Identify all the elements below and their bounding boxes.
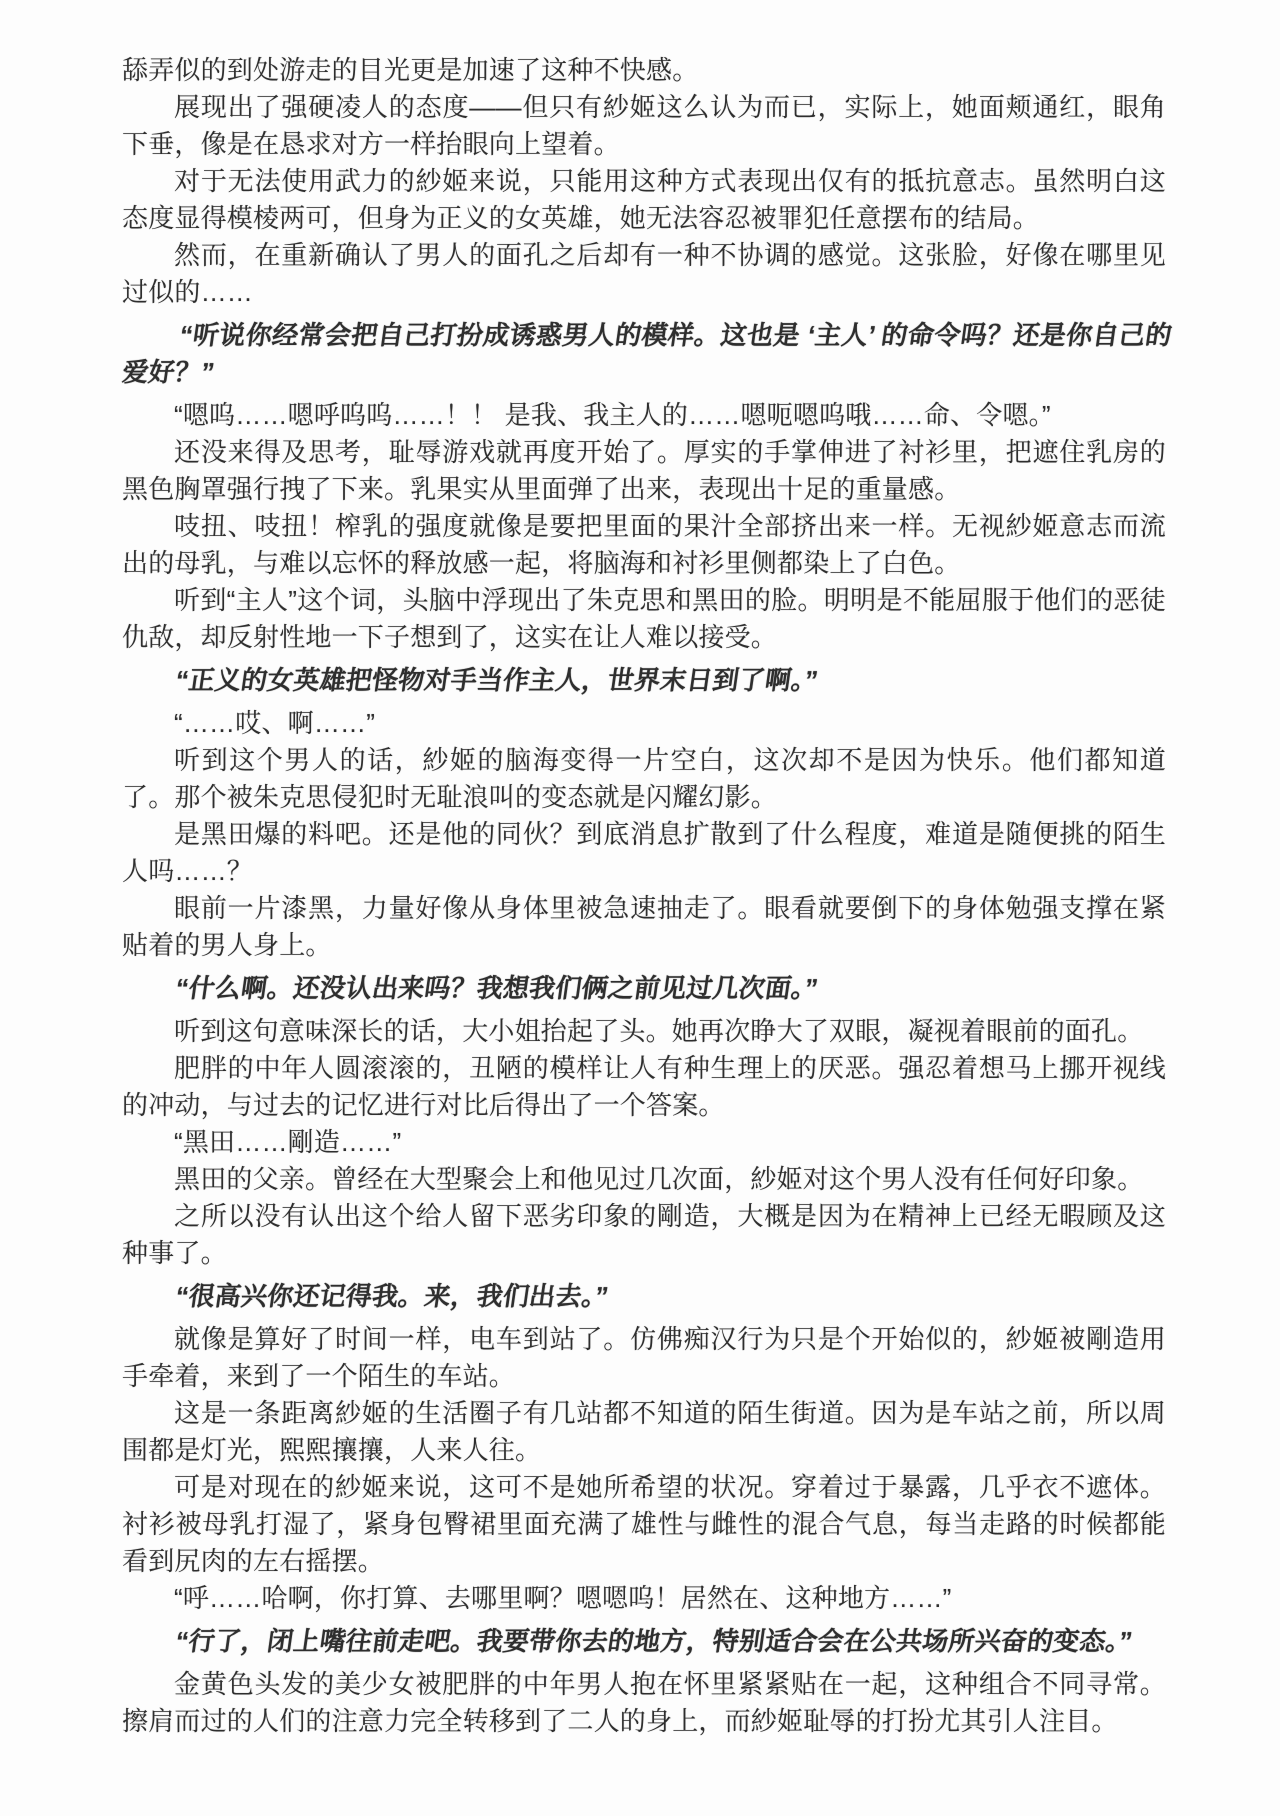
narration-paragraph: 可是对现在的紗姬来说，这可不是她所希望的状况。穿着过于暴露，几乎衣不遮体。衬衫被母乳打湿了，紧身包臀裙里面充满了雄性与雌性的混合气息，每当走路的时候都能看到尻肉的左右摇摆。 [122,1472,1166,1576]
dialogue-line: “呼……哈啊，你打算、去哪里啊？嗯嗯呜！居然在、这种地方……” [174,1583,952,1613]
narration-paragraph: 然而，在重新确认了男人的面孔之后却有一种不协调的感觉。这张脸，好像在哪里见过似的…… [122,240,1166,307]
narration-paragraph: 吱扭、吱扭！榨乳的强度就像是要把里面的果汁全部挤出来一样。无视紗姬意志而流出的母乳，与难以忘怀的释放感一起，将脑海和衬衫里侧都染上了白色。 [122,511,1166,578]
emphasized-dialogue-line: “正义的女英雄把怪物对手当作主人，世界末日到了啊。” [173,665,820,695]
narration-paragraph: 舔弄似的到处游走的目光更是加速了这种不快感。 [122,55,699,85]
narration-paragraph: 展现出了强硬凌人的态度——但只有紗姬这么认为而已，实际上，她面颊通红，眼角下垂，像是在恳求对方一样抬眼向上望着。 [122,92,1166,159]
narration-paragraph: 这是一条距离紗姬的生活圈子有几站都不知道的陌生街道。因为是车站之前，所以周围都是灯光，熙熙攘攘，人来人往。 [122,1398,1166,1465]
narration-paragraph: 对于无法使用武力的紗姬来说，只能用这种方式表现出仅有的抵抗意志。虽然明白这态度显得模棱两可，但身为正义的女英雄，她无法容忍被罪犯任意摆布的结局。 [122,166,1166,233]
narration-paragraph: 是黑田爆的料吧。还是他的同伙？到底消息扩散到了什么程度，难道是随便挑的陌生人吗……？ [122,819,1166,886]
narration-paragraph: 之所以没有认出这个给人留下恶劣印象的剛造，大概是因为在精神上已经无暇顾及这种事了。 [122,1201,1166,1268]
narration-paragraph: 听到“主人”这个词，头脑中浮现出了朱克思和黑田的脸。明明是不能屈服于他们的恶徒仇敌，却反射性地一下子想到了，这实在让人难以接受。 [122,585,1166,652]
narration-paragraph: 肥胖的中年人圆滚滚的，丑陋的模样让人有种生理上的厌恶。强忍着想马上挪开视线的冲动，与过去的记忆进行对比后得出了一个答案。 [122,1053,1166,1120]
emphasized-dialogue-line: “很高兴你还记得我。来，我们出去。” [173,1281,611,1311]
narration-paragraph: 还没来得及思考，耻辱游戏就再度开始了。厚实的手掌伸进了衬衫里，把遮住乳房的黑色胸罩强行拽了下来。乳果实从里面弹了出来，表现出十足的重量感。 [122,437,1166,504]
narration-paragraph: 听到这个男人的话，紗姬的脑海变得一片空白，这次却不是因为快乐。他们都知道了。那个被朱克思侵犯时无耻浪叫的变态就是闪耀幻影。 [122,745,1166,812]
emphasized-dialogue-line: “什么啊。还没认出来吗？我想我们俩之前见过几次面。” [173,973,820,1003]
novel-text-block [120,52,1174,1740]
emphasized-dialogue-line: “听说你经常会把自己打扮成诱惑男人的模样。这也是 ‘主人’ 的命令吗？还是你自己的爱好？” [120,320,1174,387]
narration-paragraph: 金黄色头发的美少女被肥胖的中年男人抱在怀里紧紧贴在一起，这种组合不同寻常。擦肩而过的人们的注意力完全转移到了二人的身上，而紗姬耻辱的打扮尤其引人注目。 [122,1669,1166,1736]
dialogue-line: “黑田……剛造……” [174,1127,402,1157]
dialogue-line: “嗯呜……嗯呼呜呜……！！ 是我、我主人的……嗯呃嗯呜哦……命、令嗯。” [174,400,1051,430]
emphasized-dialogue-line: “行了，闭上嘴往前走吧。我要带你去的地方，特别适合会在公共场所兴奋的变态。” [173,1626,1135,1656]
narration-paragraph: 听到这句意味深长的话，大小姐抬起了头。她再次睁大了双眼，凝视着眼前的面孔。 [174,1016,1144,1046]
narration-paragraph: 黑田的父亲。曾经在大型聚会上和他见过几次面，紗姬对这个男人没有任何好印象。 [174,1164,1144,1194]
narration-paragraph: 眼前一片漆黑，力量好像从身体里被急速抽走了。眼看就要倒下的身体勉强支撑在紧贴着的男人身上。 [122,893,1166,960]
dialogue-line: “……哎、啊……” [174,708,376,738]
narration-paragraph: 就像是算好了时间一样，电车到站了。仿佛痴汉行为只是个开始似的，紗姬被剛造用手牵着，来到了一个陌生的车站。 [122,1324,1166,1391]
